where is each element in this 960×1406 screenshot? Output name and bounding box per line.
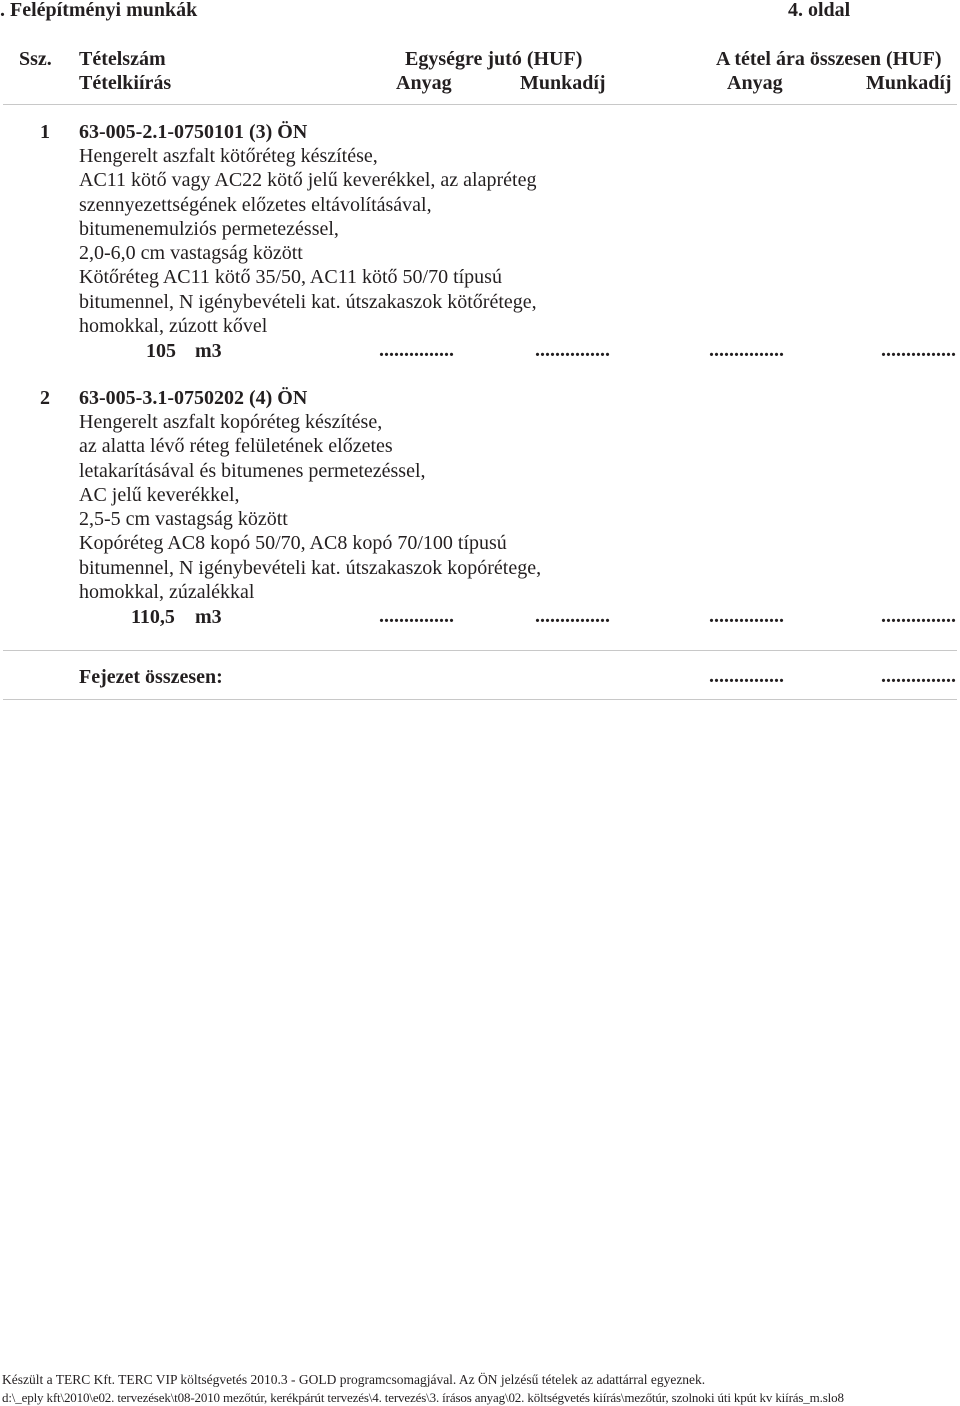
total-anyag-value: ............... — [709, 605, 784, 627]
col-header-unit-anyag: Anyag — [396, 72, 452, 94]
col-header-unit-price: Egységre jutó (HUF) — [405, 48, 583, 70]
description-line: szennyezettségének előzetes eltávolításával, — [79, 193, 432, 216]
description-line: AC11 kötő vagy AC22 kötő jelű keverékkel, az alapréteg — [79, 169, 537, 192]
item-quantity: 110,5 — [131, 606, 175, 628]
unit-munkadij-value: ............... — [535, 339, 610, 361]
total-munkadij-value: ............... — [881, 339, 956, 361]
col-header-total-anyag: Anyag — [727, 72, 783, 94]
description-line: homokkal, zúzalékkal — [79, 581, 255, 604]
footer-file-path: d:\_eply kft\2010\e02. tervezések\t08-2010 mezőtúr, kerékpárút tervezés\4. tervezés\3. írásos anyag\02. költségvetés kiírás\mezőtúr, szolnoki úti kpút kv kiírás_m.slo8 — [2, 1390, 844, 1405]
item-code: 63-005-3.1-0750202 (4) ÖN — [79, 387, 308, 409]
item-number: 2 — [40, 387, 50, 409]
chapter-total-label: Fejezet összesen: — [79, 666, 223, 688]
item-description — [79, 410, 541, 604]
description-line: Kötőréteg AC11 kötő 35/50, AC11 kötő 50/70 típusú — [79, 266, 502, 289]
description-line: Hengerelt aszfalt kötőréteg készítése, — [79, 145, 378, 167]
unit-anyag-value: ............... — [379, 605, 454, 627]
col-header-tetelkiiras: Tételkiírás — [79, 72, 172, 94]
item-unit: m3 — [195, 340, 222, 362]
description-line: AC jelű keverékkel, — [79, 483, 240, 506]
chapter-total-anyag: ............... — [709, 665, 784, 687]
unit-munkadij-value: ............... — [535, 605, 610, 627]
footer-credit: Készült a TERC Kft. TERC VIP költségvetés 2010.3 - GOLD programcsomagjával. Az ÖN jelzésű tételek az adattárral egyeznek. — [2, 1372, 706, 1387]
description-line: Hengerelt aszfalt kopóréteg készítése, — [79, 411, 383, 433]
item-unit: m3 — [195, 606, 222, 628]
summary-bottom-divider — [3, 699, 957, 700]
total-munkadij-value: ............... — [881, 605, 956, 627]
summary-top-divider — [3, 650, 957, 651]
section-title: . Felépítményi munkák — [0, 0, 198, 21]
col-header-total-price: A tétel ára összesen (HUF) — [716, 48, 942, 70]
item-description — [79, 144, 537, 338]
description-line: letakarításával és bitumenes permetezéssel, — [79, 459, 426, 482]
description-line: Kopóréteg AC8 kopó 50/70, AC8 kopó 70/100 típusú — [79, 532, 507, 555]
item-number: 1 — [40, 121, 50, 143]
unit-anyag-value: ............... — [379, 339, 454, 361]
description-line: 2,0-6,0 cm vastagság között — [79, 242, 303, 265]
page-number: 4. oldal — [788, 0, 851, 21]
item-quantity: 105 — [146, 340, 176, 362]
description-line: az alatta lévő réteg felületének előzetes — [79, 435, 393, 458]
description-line: bitumenemulziós permetezéssel, — [79, 217, 339, 240]
col-header-tetelszam: Tételszám — [79, 48, 166, 70]
description-line: bitumennel, N igénybevételi kat. útszakaszok kötőrétege, — [79, 290, 537, 313]
total-anyag-value: ............... — [709, 339, 784, 361]
col-header-unit-munkadij: Munkadíj — [520, 72, 606, 94]
item-code: 63-005-2.1-0750101 (3) ÖN — [79, 121, 308, 143]
description-line: 2,5-5 cm vastagság között — [79, 508, 288, 531]
description-line: homokkal, zúzott kővel — [79, 315, 268, 338]
col-header-total-munkadij: Munkadíj — [866, 72, 952, 94]
header-divider — [3, 104, 957, 105]
description-line: bitumennel, N igénybevételi kat. útszakaszok kopórétege, — [79, 556, 542, 579]
col-header-ssz: Ssz. — [19, 48, 52, 70]
chapter-total-munkadij: ............... — [881, 665, 956, 687]
